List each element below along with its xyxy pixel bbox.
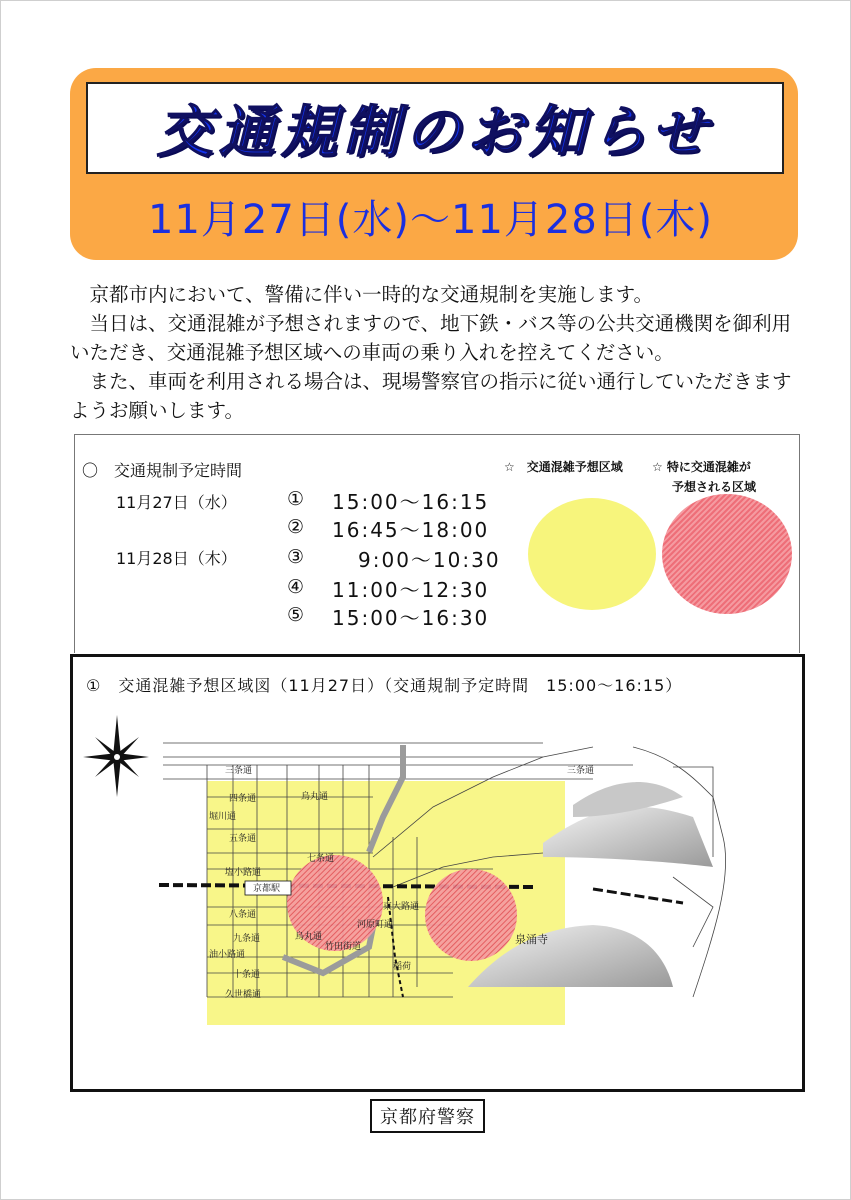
mountain-shape	[543, 807, 713, 867]
legend-yellow-label: ☆ 交通混雑予想区域	[504, 460, 623, 474]
slot-time: 9:00〜10:30	[358, 548, 501, 572]
slot-number: ⑤	[287, 604, 305, 626]
map-label: 八条通	[229, 910, 257, 920]
legend-yellow-circle	[528, 498, 656, 610]
railway-line	[593, 889, 683, 903]
map-label: 三条通	[567, 766, 595, 776]
map-label: 十条通	[233, 970, 261, 980]
slot-time: 15:00〜16:30	[332, 606, 490, 630]
legend-red-circle	[662, 494, 792, 614]
date-range: 11月27日(水)〜11月28日(木)	[148, 197, 714, 243]
map-label: 京都駅	[253, 884, 281, 894]
map-label: 稲荷	[393, 962, 412, 972]
intro-text	[70, 280, 800, 425]
compass-icon	[83, 715, 149, 797]
issuer-label: 京都府警察	[370, 1099, 485, 1133]
map-label: 竹田街道	[325, 942, 362, 952]
slot-number: ④	[287, 576, 305, 598]
intro-paragraph: 当日は、交通混雑が予想されますので、地下鉄・バス等の公共交通機関を御利用いただき、交通混雑予想区域への車両の乗り入れを控えてください。	[70, 312, 792, 364]
map-label: 四条通	[229, 794, 257, 804]
slot-number: ②	[287, 516, 305, 538]
map-label: 東大路通	[383, 902, 420, 912]
map-label: 五条通	[229, 834, 257, 844]
map-label: 烏丸通	[301, 792, 329, 802]
title-box	[86, 82, 784, 174]
map-label: 三条通	[225, 766, 253, 776]
slot-time: 16:45〜18:00	[332, 518, 490, 542]
map-label: 泉涌寺	[515, 933, 548, 946]
map-label: 烏丸通	[295, 932, 323, 942]
map-caption: ① 交通混雑予想区域図（11月27日）（交通規制予定時間 15:00〜16:15）	[86, 676, 683, 695]
map-label: 七条通	[307, 854, 335, 864]
intro-paragraph: また、車両を利用される場合は、現場警察官の指示に従い通行していただきますようお願いします。	[70, 370, 792, 422]
congestion-map	[73, 657, 802, 1089]
congestion-area-red	[425, 869, 517, 961]
schedule-day-2: 11月28日（木）	[116, 549, 237, 568]
map-label: 堀川通	[209, 812, 237, 822]
map-label: 油小路通	[209, 950, 246, 960]
page-title: 交通規制のお知らせ	[156, 100, 714, 165]
slot-number: ③	[287, 546, 305, 568]
map-label: 九条通	[233, 934, 261, 944]
slot-number: ①	[287, 488, 305, 510]
slot-time: 11:00〜12:30	[332, 578, 490, 602]
slot-time: 15:00〜16:15	[332, 490, 490, 514]
legend-red-label-2: 予想される区域	[672, 480, 757, 494]
map-label: 久世橋通	[225, 990, 262, 1000]
schedule-heading: 〇 交通規制予定時間	[82, 461, 243, 480]
map-label: 河原町通	[357, 920, 394, 930]
intro-paragraph: 京都市内において、警備に伴い一時的な交通規制を実施します。	[89, 283, 654, 306]
map-label: 塩小路通	[225, 868, 262, 878]
schedule-day-1: 11月27日（水）	[116, 493, 237, 512]
legend-red-label: ☆ 特に交通混雑が	[652, 460, 751, 474]
